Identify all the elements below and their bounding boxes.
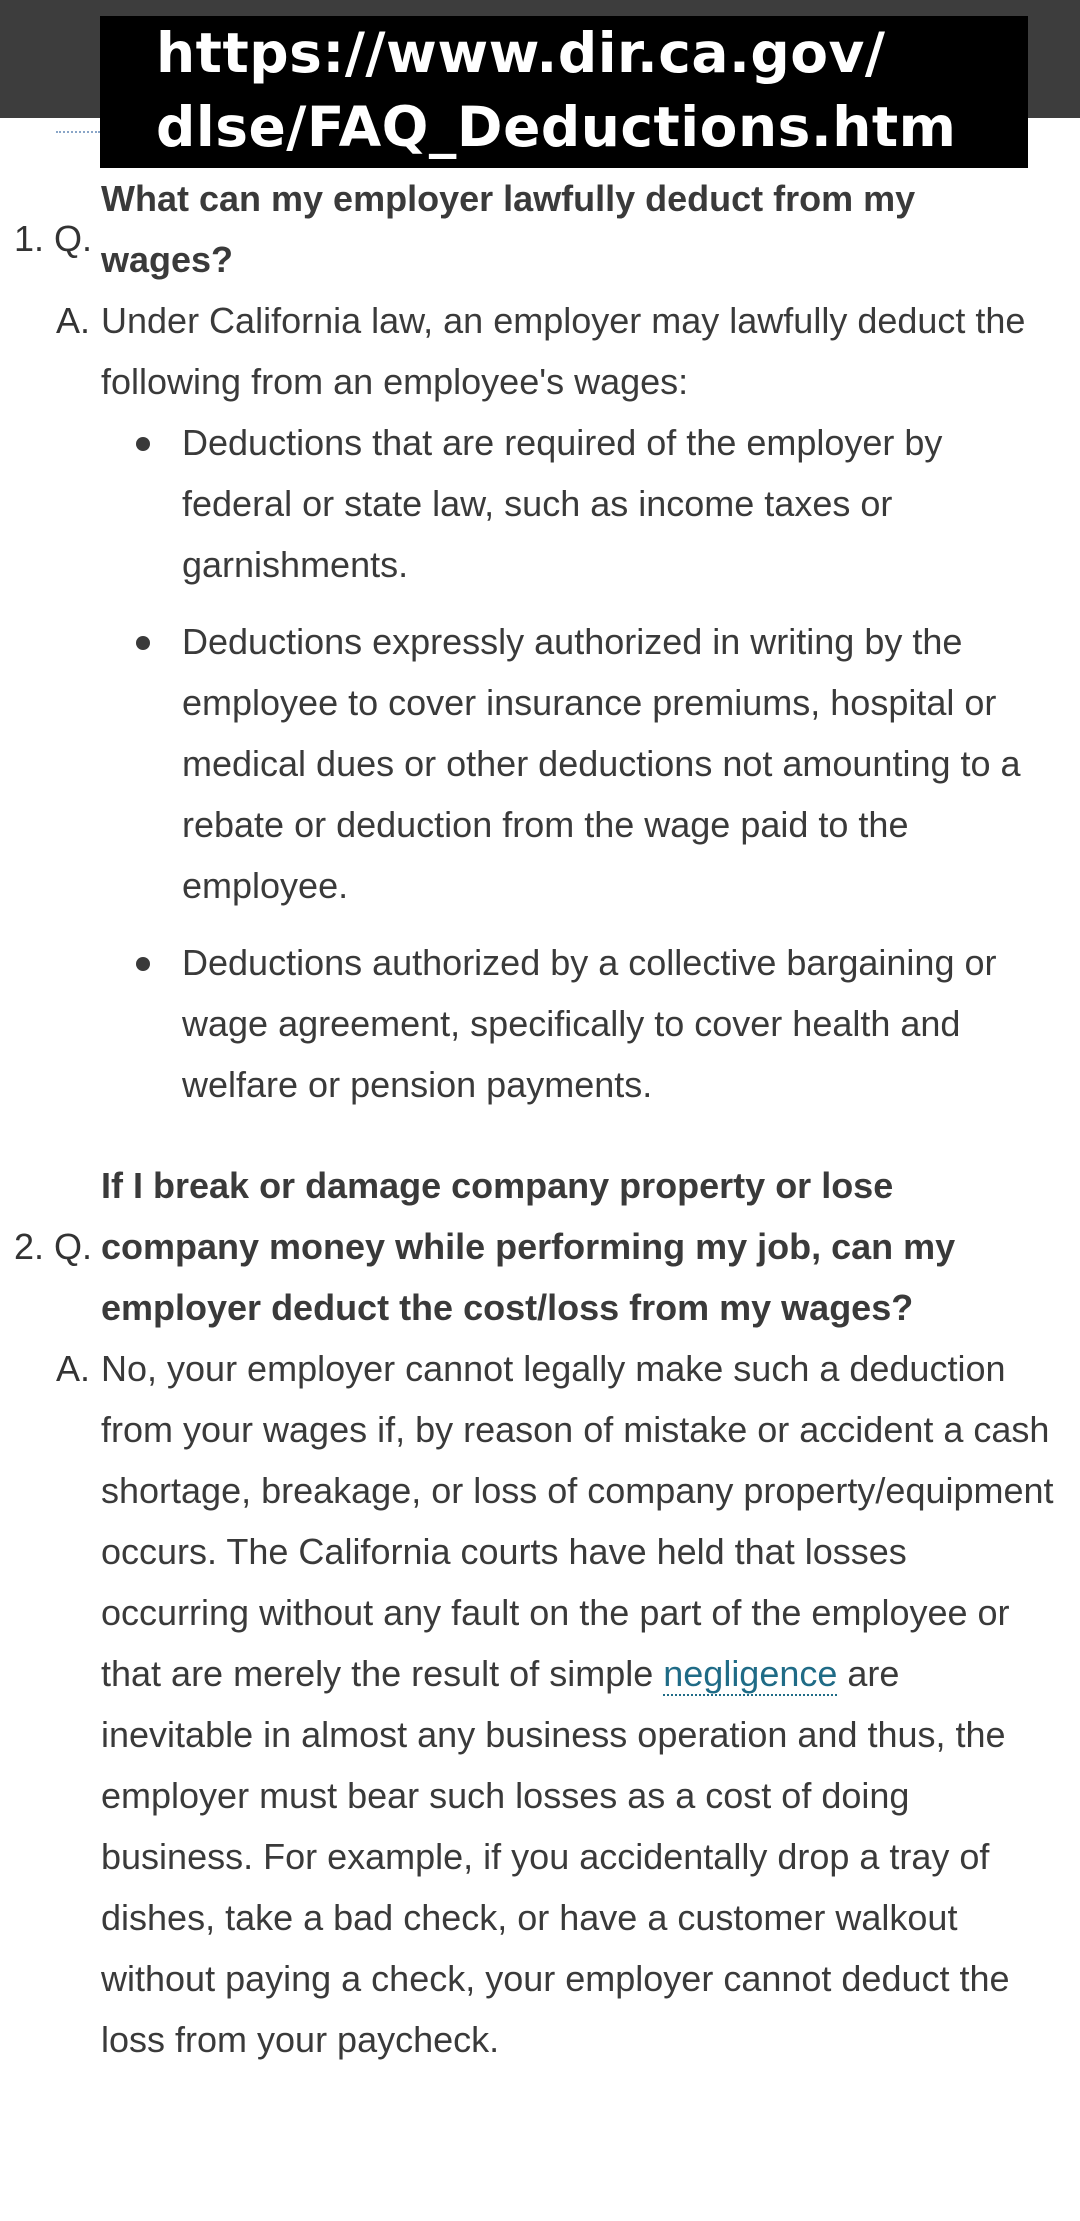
question-1-text: What can my employer lawfully deduct from my wages? [101,178,916,280]
list-item [182,611,1060,916]
answer-marker-1: A. [56,300,91,341]
negligence-link[interactable]: negligence [663,1653,838,1694]
answer-2-text-end: are inevitable in almost any business operation and thus, the employer must bear such losses as a cost of doing business. For example, if you accidentally drop a tray of dishes, take a bad check, or have a customer walkout without paying a check, your employer cannot deduct the loss from your paycheck. [101,1653,1010,2060]
answer-2-text [101,1338,1060,2070]
bullet-text: Deductions expressly authorized in writing by the employee to cover insurance premiums, hospital or medical dues or other deductions not amounting to a rebate or deduction from the wage paid to the employee. [182,621,1021,906]
question-number-1: 1. Q. [14,218,93,259]
answer-1-bullet-list [182,412,1060,1115]
bullet-text: Deductions that are required of the employer by federal or state law, such as income taxes or garnishments. [182,422,943,585]
dotted-divider [56,131,100,133]
bullet-text: Deductions authorized by a collective bargaining or wage agreement, specifically to cover health and welfare or pension payments. [182,942,997,1105]
url-banner [100,16,1028,168]
answer-2-text-start: No, your employer cannot legally make such a deduction from your wages if, by reason of mistake or accident a cash shortage, breakage, or loss of company property/equipment occurs. The California courts have held that losses occurring without any fault on the part of the employee or that are merely the result of simple [101,1348,1054,1694]
question-2-text: If I break or damage company property or lose company money while performing my job, can my employer deduct the cost/loss from my wages? [101,1165,956,1328]
list-item [182,932,1060,1115]
faq-list [0,168,1080,2070]
answer-marker-2: A. [56,1348,91,1389]
bullet-icon [136,636,150,650]
url-banner-line-1: https://www.dir.ca.gov/ [156,21,886,85]
url-banner-line-2: dlse/FAQ_Deductions.htm [156,95,957,159]
bullet-icon [136,957,150,971]
question-number-2: 2. Q. [14,1226,93,1267]
bullet-icon [136,437,150,451]
faq-item-2 [0,1155,1080,2070]
list-item [182,412,1060,595]
answer-1-intro: Under California law, an employer may lawfully deduct the following from an employee's wages: [101,300,1026,402]
faq-item-1 [0,168,1080,1115]
